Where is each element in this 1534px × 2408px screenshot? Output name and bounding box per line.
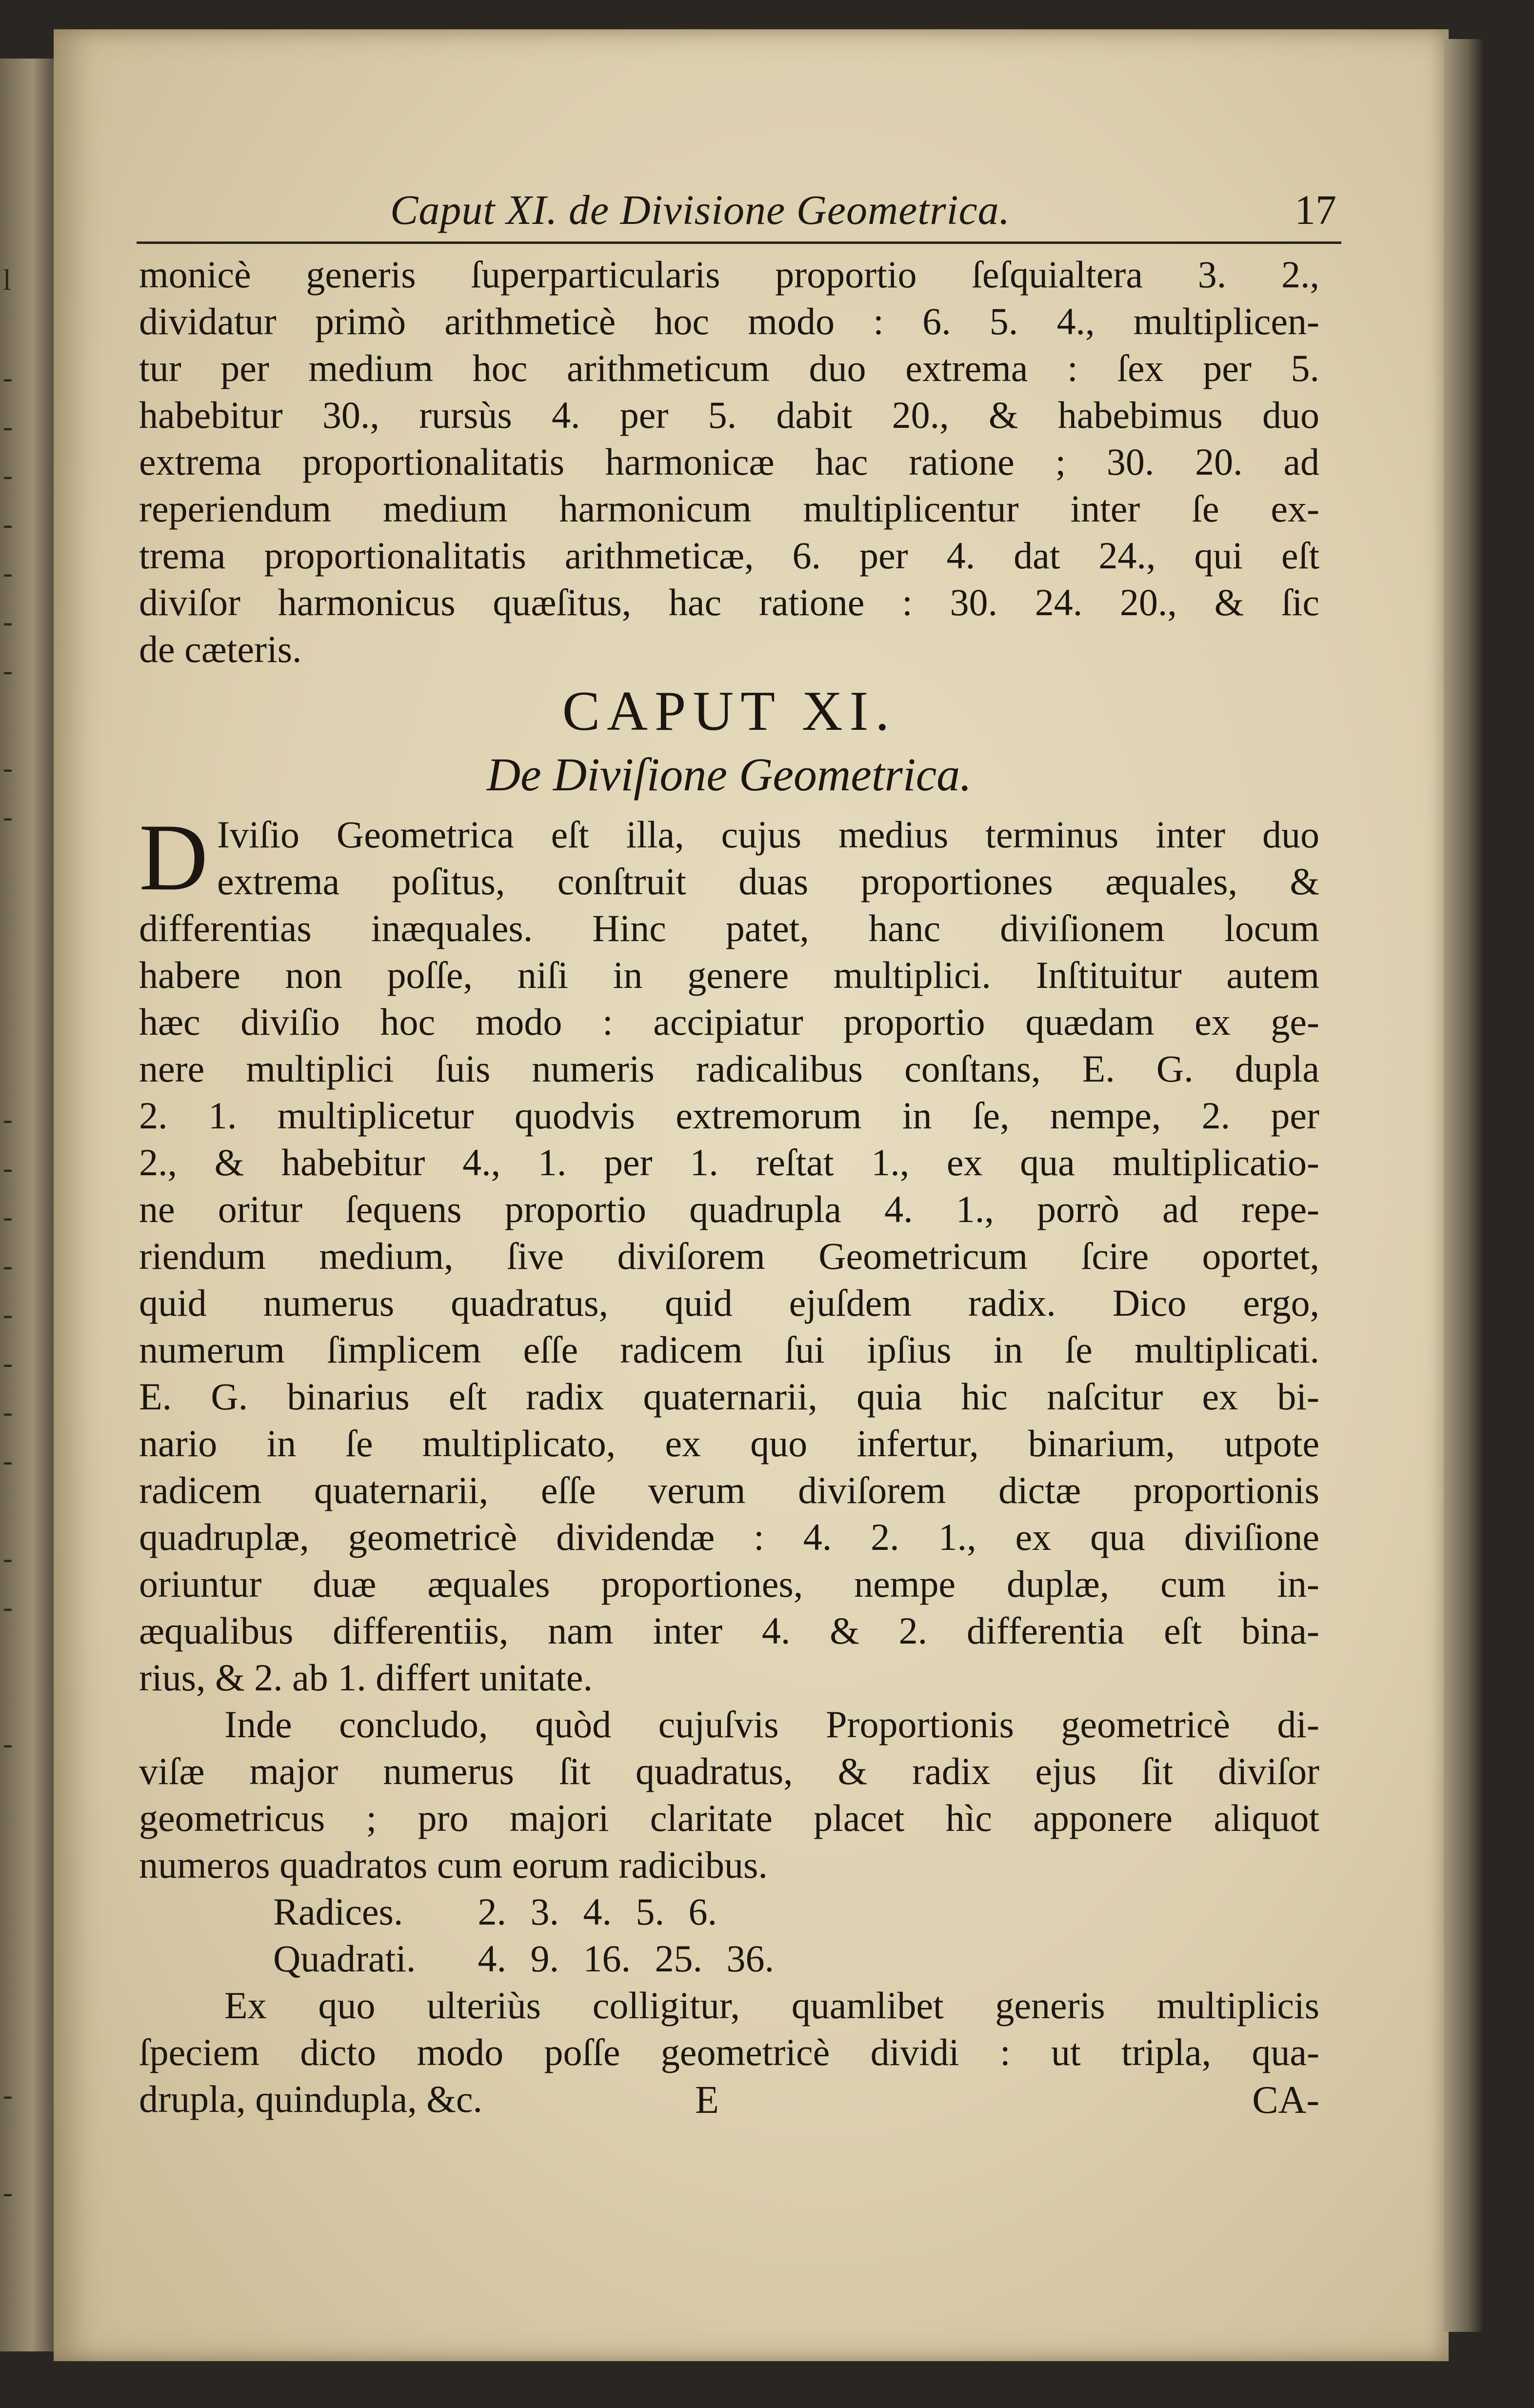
table-row xyxy=(139,1935,1319,1982)
text-line: tur per medium hoc arithmeticum duo extrema : ſex per 5. xyxy=(139,347,1319,389)
text-line: radicem quaternarii, eſſe verum diviſorem dictæ proportionis xyxy=(139,1469,1319,1511)
gutter-mark: - xyxy=(3,2079,13,2111)
roots-squares-table xyxy=(139,1888,1319,1982)
gutter-mark: - xyxy=(3,1249,13,1282)
main-text xyxy=(139,251,1319,2123)
header-rule xyxy=(137,241,1341,244)
text-line: nario in ſe multiplicato, ex quo infertur, binarium, utpote xyxy=(139,1422,1319,1465)
text-line: numeros quadratos cum eorum radicibus. xyxy=(139,1844,768,1886)
table-row-values: 4. 9. 16. 25. 36. xyxy=(478,1937,774,1980)
chapter-subtitle: De Diviſione Geometrica. xyxy=(486,748,972,801)
paragraph xyxy=(139,1701,1319,1888)
catchword: CA- xyxy=(1252,2079,1319,2122)
gutter-mark: - xyxy=(3,605,13,638)
text-line: quid numerus quadratus, quid ejuſdem radix. Dico ergo, xyxy=(139,1282,1319,1324)
text-line: trema proportionalitatis arithmeticæ, 6. per 4. dat 24., qui eſt xyxy=(139,534,1319,577)
text-line: drupla, quindupla, &c. xyxy=(139,2078,483,2120)
signature-mark: E xyxy=(695,2079,719,2122)
text-line: riendum medium, ſive diviſorem Geometricum ſcire oportet, xyxy=(139,1235,1319,1277)
text-line: rius, & 2. ab 1. differt unitate. xyxy=(139,1656,593,1699)
facing-page-text-fragments xyxy=(3,59,22,2303)
text-line: extrema poſitus, conſtruit duas proportiones æquales, & xyxy=(217,860,1319,903)
text-line: ſpeciem dicto modo poſſe geometricè dividi : ut tripla, qua- xyxy=(139,2031,1319,2073)
running-head xyxy=(117,176,1336,244)
text-line: Ex quo ulteriùs colligitur, quamlibet generis multiplicis xyxy=(224,1984,1319,2027)
gutter-mark: - xyxy=(3,410,13,442)
text-line: numerum ſimplicem eſſe radicem ſui ipſius in ſe multiplicati. xyxy=(139,1328,1319,1371)
text-line: 2. 1. multiplicetur quodvis extremorum in ſe, nempe, 2. per xyxy=(139,1094,1319,1137)
text-line: 2., & habebitur 4., 1. per 1. reſtat 1., ex qua multiplicatio- xyxy=(139,1141,1319,1184)
gutter-mark: - xyxy=(3,1201,13,1233)
gutter-mark: - xyxy=(3,1542,13,1574)
gutter-mark: - xyxy=(3,1298,13,1330)
table-row-label: Quadrati. xyxy=(273,1937,416,1980)
gutter-mark: - xyxy=(3,1727,13,1760)
gutter-mark: - xyxy=(3,1591,13,1623)
text-line: extrema proportionalitatis harmonicæ hac ratione ; 30. 20. ad xyxy=(139,441,1319,483)
text-line: Iviſio Geometrica eſt illa, cujus medius terminus inter duo xyxy=(217,813,1319,856)
gutter-mark: - xyxy=(3,459,13,491)
gutter-mark: - xyxy=(3,1347,13,1379)
text-line: differentias inæquales. Hinc patet, hanc diviſionem locum xyxy=(139,907,1319,949)
text-line: E. G. binarius eſt radix quaternarii, quia hic naſcitur ex bi- xyxy=(139,1375,1319,1418)
text-line: habere non poſſe, niſi in genere multiplici. Inſtituitur autem xyxy=(139,954,1319,996)
text-line: de cæteris. xyxy=(139,628,302,670)
text-line: diviſor harmonicus quæſitus, hac ratione : 30. 24. 20., & ſic xyxy=(139,581,1319,623)
text-line: reperiendum medium harmonicum multiplicentur inter ſe ex- xyxy=(139,487,1319,530)
gutter-mark: - xyxy=(3,1103,13,1135)
page-footer xyxy=(139,2078,1319,2132)
table-row-label: Radices. xyxy=(273,1890,403,1933)
gutter-mark: - xyxy=(3,654,13,686)
chapter-title: CAPUT XI. xyxy=(562,680,896,742)
text-line: quadruplæ, geometricè dividendæ : 4. 2. 1., ex qua diviſione xyxy=(139,1516,1319,1558)
text-line: æqualibus differentiis, nam inter 4. & 2. differentia eſt bina- xyxy=(139,1609,1319,1652)
table-row xyxy=(139,1888,1319,1935)
text-line: oriuntur duæ æquales proportiones, nempe duplæ, cum in- xyxy=(139,1563,1319,1605)
gutter-mark: - xyxy=(3,361,13,394)
gutter-mark: - xyxy=(3,752,13,784)
running-title: Caput XI. de Divisione Geometrica. xyxy=(390,186,1011,233)
gutter-mark: - xyxy=(3,557,13,589)
gutter-mark: - xyxy=(3,1396,13,1428)
text-line: habebitur 30., rursùs 4. per 5. dabit 20., & habebimus duo xyxy=(139,394,1319,436)
gutter-mark: - xyxy=(3,1152,13,1184)
dropcap-paragraph xyxy=(139,804,1319,1701)
text-line: Inde concludo, quòd cujuſvis Proportionis geometricè di- xyxy=(224,1703,1319,1746)
text-line: hæc diviſio hoc modo : accipiatur proportio quædam ex ge- xyxy=(139,1001,1319,1043)
text-line: ne oritur ſequens proportio quadrupla 4. 1., porrò ad repe- xyxy=(139,1188,1319,1230)
gutter-mark: - xyxy=(3,1445,13,1477)
gutter-mark: - xyxy=(3,801,13,833)
gutter-mark: - xyxy=(3,508,13,540)
table-row-values: 2. 3. 4. 5. 6. xyxy=(478,1890,717,1933)
page-edge-shadow xyxy=(1444,39,1483,2332)
text-line: dividatur primò arithmeticè hoc modo : 6. 5. 4., multiplicen- xyxy=(139,300,1319,342)
text-line: geometricus ; pro majori claritate placet hìc apponere aliquot xyxy=(139,1797,1319,1839)
text-line: monicè generis ſuperparticularis proportio ſeſquialtera 3. 2., xyxy=(139,253,1319,296)
drop-cap: D xyxy=(139,804,208,910)
text-line: viſæ major numerus ſit quadratus, & radix ejus ſit diviſor xyxy=(139,1750,1319,1792)
page-number: 17 xyxy=(1295,186,1336,233)
gutter-mark: l xyxy=(3,264,11,296)
intro-paragraph xyxy=(139,251,1319,673)
text-line: nere multiplici ſuis numeris radicalibus conſtans, E. G. dupla xyxy=(139,1047,1319,1090)
gutter-mark: - xyxy=(3,2176,13,2208)
